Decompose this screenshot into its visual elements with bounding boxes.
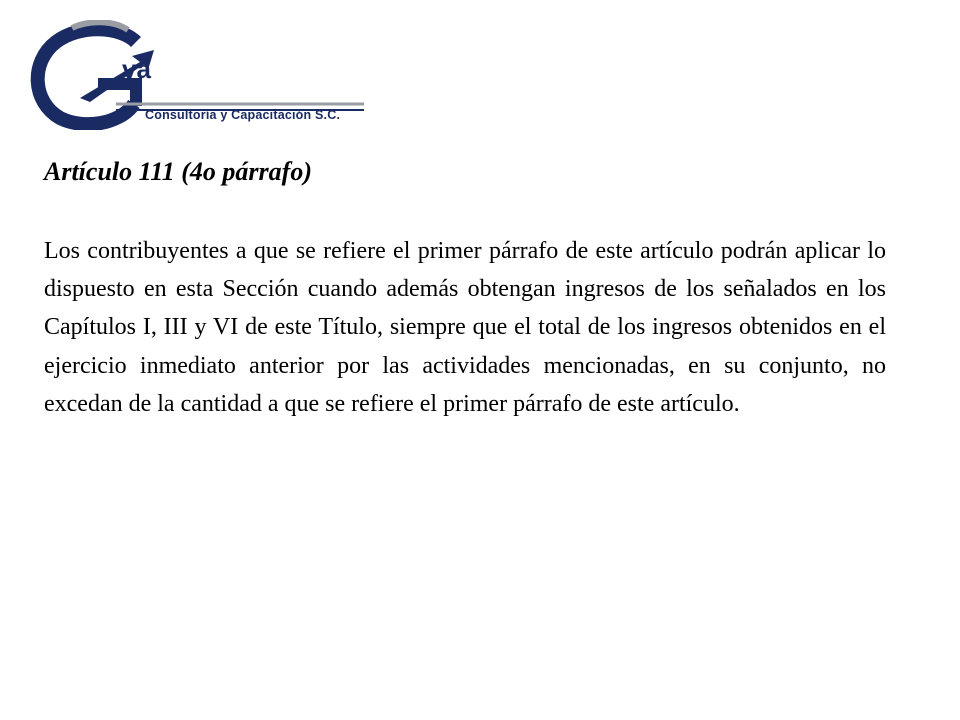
company-logo	[28, 20, 368, 130]
article-title: Artículo 111 (4o párrafo)	[44, 157, 312, 186]
logo-mark-text: va	[122, 54, 151, 84]
company-name: Consultoría y Capacitación S.C.	[145, 108, 341, 122]
article-body: Los contribuyentes a que se refiere el primer párrafo de este artículo podrán aplicar lo dispuesto en esta Sección cuando además obtengan ingresos de los señalados en los Capítulos I, III y VI de este Título, siempre que el total de los ingresos obtenidos en el ejercicio inmediato anterior por las actividades mencionadas, en su conjunto, no excedan de la cantidad a que se refiere el primer párrafo de este artículo.	[44, 238, 886, 417]
